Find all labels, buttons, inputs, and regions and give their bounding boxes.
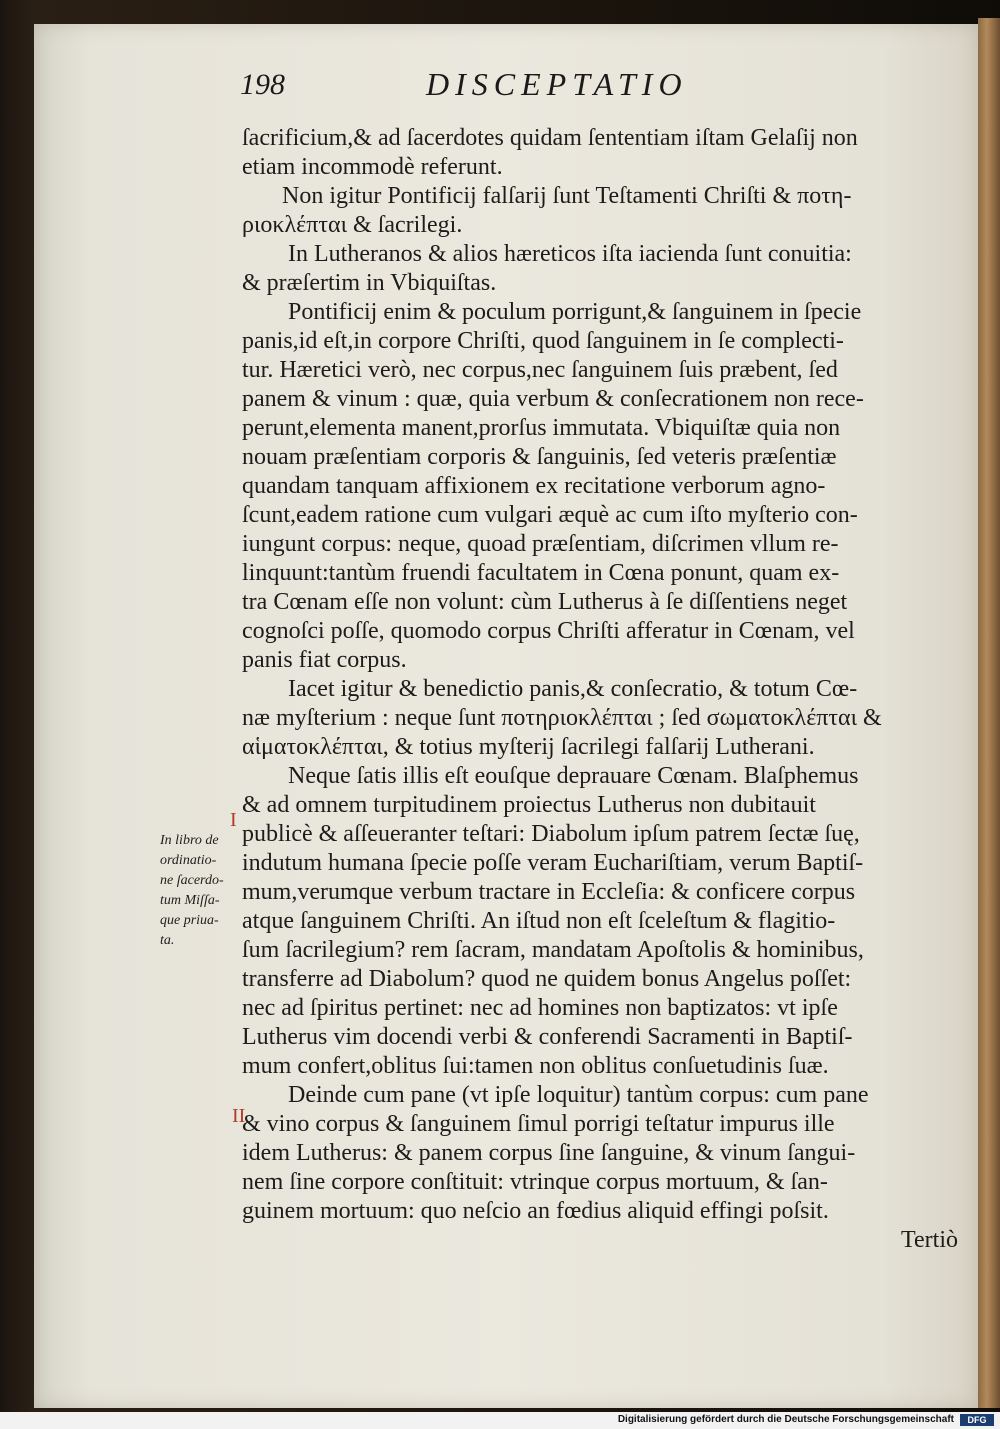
text-line: Neque ſatis illis eſt eouſque deprauare Cœnam. Blaſphemus (288, 763, 859, 789)
text-line: etiam incommodè referunt. (242, 154, 503, 180)
marginal-line: que priua- (160, 913, 219, 928)
text-line: transferre ad Diabolum? quod ne quidem bonus Angelus poſſet: (242, 966, 852, 992)
main-text (242, 124, 958, 1255)
footer-credit: Digitalisierung gefördert durch die Deutsche Forschungsgemeinschaft (617, 1414, 954, 1425)
marginal-line: In libro de (160, 833, 219, 848)
margin-mark: I (230, 809, 237, 831)
text-line: tur. Hæretici verò, nec corpus,nec ſanguinem ſuis præbent, ſed (242, 357, 838, 383)
text-line: atque ſanguinem Chriſti. An iſtud non eſt ſceleſtum & flagitio- (242, 908, 836, 934)
text-line: panem & vinum : quæ, quia verbum & conſecrationem non rece- (242, 386, 864, 412)
text-line: mum,verumque verbum tractare in Eccleſia: & conficere corpus (242, 879, 856, 905)
text-line: nec ad ſpiritus pertinet: nec ad homines non baptizatos: vt ipſe (242, 995, 838, 1021)
text-line: mum confert,oblitus ſui:tamen non oblitus conſuetudinis ſuæ. (242, 1053, 829, 1079)
page-number: 198 (240, 68, 285, 101)
text-line: perunt,elementa manent,prorſus immutata. Vbiquiſtæ quia non (242, 415, 841, 441)
running-head (240, 66, 960, 106)
text-line: Non igitur Pontificij falſarij ſunt Teſtamenti Chriſti & ποτη- (282, 183, 852, 209)
header-title: DISCEPTATIO (426, 66, 688, 102)
text-line: αἱματοκλέπται, & totius myſterij ſacrilegi falſarij Lutherani. (242, 734, 815, 760)
marginal-note (160, 831, 256, 951)
text-line: ſum ſacrilegium? rem ſacram, mandatam Apoſtolis & hominibus, (242, 937, 864, 963)
text-line: quandam tanquam affixionem ex recitatione verborum agno- (242, 473, 826, 499)
text-line: ſacrificium,& ad ſacerdotes quidam ſententiam iſtam Gelaſij non (242, 125, 858, 151)
text-line: In Lutheranos & alios hæreticos iſta iacienda ſunt conuitia: (288, 241, 852, 267)
text-line: nem ſine corpore conſtituit: vtrinque corpus mortuum, & ſan- (242, 1169, 828, 1195)
text-line: Deinde cum pane (vt ipſe loquitur) tantùm corpus: cum pane (288, 1082, 869, 1108)
catchword: Tertiò (901, 1227, 958, 1253)
marginal-line: tum Miſſa- (160, 893, 220, 908)
text-line: iungunt corpus: neque, quoad præſentiam, diſcrimen vllum re- (242, 531, 839, 557)
marginal-line: ordinatio- (160, 853, 217, 868)
text-line: cognoſci poſſe, quomodo corpus Chriſti afferatur in Cœnam, vel (242, 618, 855, 644)
text-line: panis,id eſt,in corpore Chriſti, quod ſanguinem in ſe complecti- (242, 328, 844, 354)
text-line: panis fiat corpus. (242, 647, 407, 673)
text-line: & præſertim in Vbiquiſtas. (242, 270, 497, 296)
marginal-line: ne ſacerdo- (160, 873, 224, 888)
text-line: ſcunt,eadem ratione cum vulgari æquè ac cum iſto myſterio con- (242, 502, 858, 528)
dfg-logo: DFG (960, 1414, 994, 1426)
text-line: publicè & aſſeueranter teſtari: Diabolum ipſum patrem ſectæ ſuę, (242, 821, 860, 847)
text-line: & vino corpus & ſanguinem ſimul porrigi teſtatur impurus ille (242, 1111, 835, 1137)
text-line: guinem mortuum: quo neſcio an fœdius aliquid effingi poſsit. (242, 1198, 829, 1224)
text-line: næ myſterium : neque ſunt ποτηριοκλέπται ; ſed σωματοκλέπται & (242, 705, 882, 731)
text-line: Pontificij enim & poculum porrigunt,& ſanguinem in ſpecie (288, 299, 862, 325)
digitization-footer (0, 1412, 1000, 1429)
book-page-edges (978, 18, 1000, 1408)
text-line: idem Lutherus: & panem corpus ſine ſanguine, & vinum ſangui- (242, 1140, 856, 1166)
text-line: ριοκλέπται & ſacrilegi. (242, 212, 463, 238)
text-line: Lutherus vim docendi verbi & conferendi Sacramenti in Baptiſ- (242, 1024, 853, 1050)
text-line: tra Cœnam eſſe non volunt: cùm Lutherus à ſe diſſentiens neget (242, 589, 848, 615)
margin-mark: II (232, 1105, 246, 1127)
text-line: indutum humana ſpecie poſſe veram Euchariſtiam, verum Baptiſ- (242, 850, 864, 876)
text-line: Iacet igitur & benedictio panis,& conſecratio, & totum Cœ- (288, 676, 858, 702)
text-line: nouam præſentiam corporis & ſanguinis, ſed veteris præſentiæ (242, 444, 837, 470)
marginal-line: ta. (160, 933, 175, 948)
text-line: linquunt:tantùm fruendi facultatem in Cœna ponunt, quam ex- (242, 560, 840, 586)
text-line: & ad omnem turpitudinem proiectus Lutherus non dubitauit (242, 792, 816, 818)
